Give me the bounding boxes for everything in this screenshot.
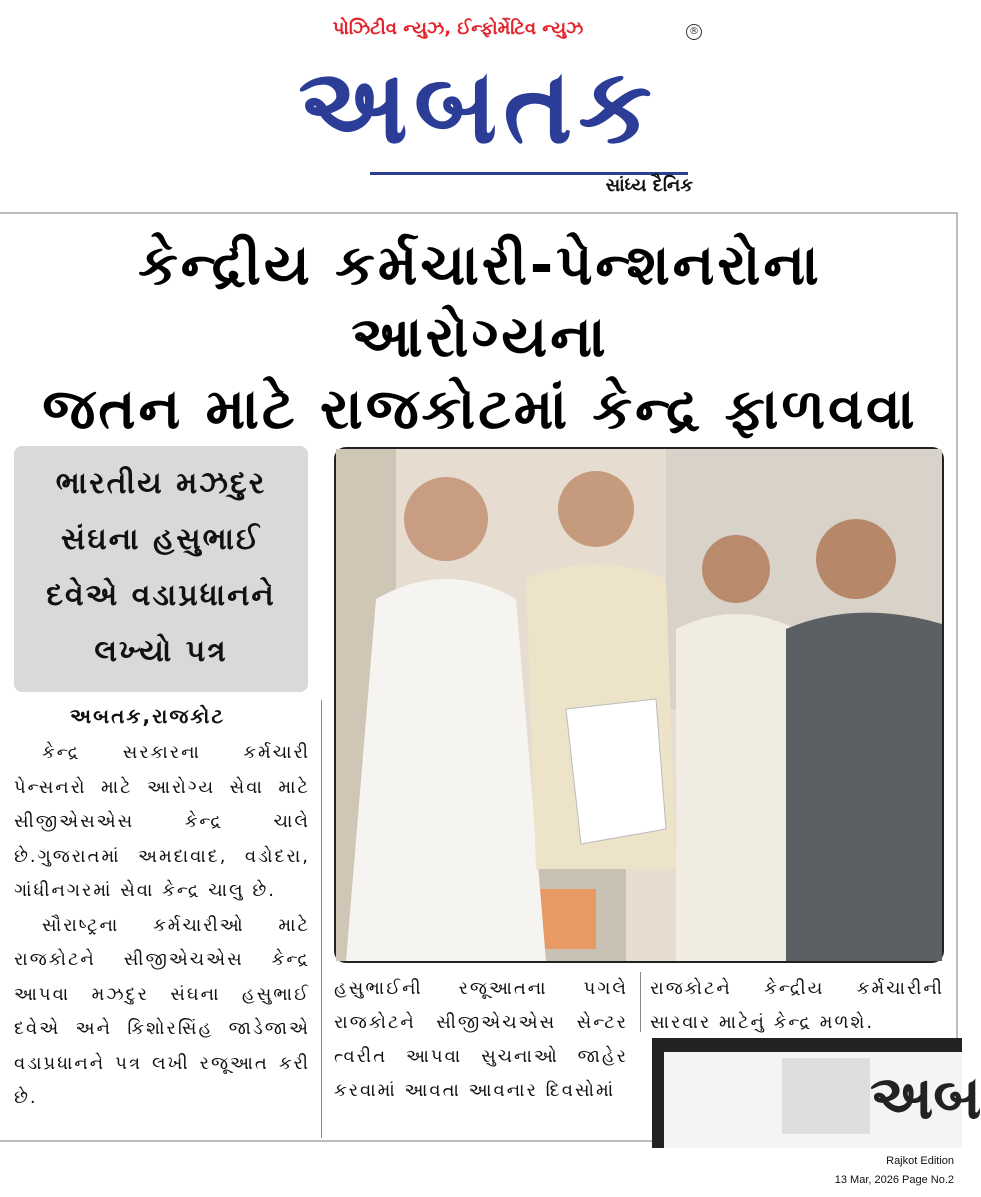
caption-divider xyxy=(640,972,641,1032)
mini-advert-logo: અબ xyxy=(870,1063,981,1133)
headline-line-1: કેન્દ્રીય કર્મચારી-પેન્શનરોના આરોગ્યના xyxy=(138,233,822,370)
mini-advert-image xyxy=(782,1058,870,1134)
edition-date-page: 13 Mar, 2026 Page No.2 xyxy=(834,1174,954,1186)
edition-name: Rajkot Edition xyxy=(886,1155,954,1167)
newspaper-logo: અબતક xyxy=(298,45,658,167)
body-paragraph-2: સૌરાષ્ટ્રના કર્મચારીઓ માટે રાજકોટને સીજીએચએસ કેન્દ્ર આપવા મઝદુર સંઘના હસુભાઈ દવેએ અને કિશોરસિંહ જાડેજાએ વડાપ્રધાનને પત્ર લખી રજૂઆત કરી છે. xyxy=(14,914,310,1108)
masthead xyxy=(0,0,962,212)
body-paragraph-1: કેન્દ્ર સરકારના કર્મચારી પેન્સનરો માટે આરોગ્ય સેવા માટે સીજીએસએસ કેન્દ્ર ચાલે છે.ગુજરાતમાં અમદાવાદ, વડોદરા, ગાંધીનગરમાં સેવા કેન્દ્ર ચાલુ છે. xyxy=(14,742,310,901)
photo-caption-col-2: રાજકોટને કેન્દ્રીય કર્મચારીની સારવાર માટેનું કેન્દ્ર મળશે. xyxy=(650,978,944,1033)
dateline: અબતક,રાજકોટ xyxy=(70,704,226,728)
subhead-line-3: દવેએ વડાપ્રધાનને xyxy=(46,578,276,613)
edition-info xyxy=(654,1152,954,1190)
subhead-line-2: સંઘના હસુભાઈ xyxy=(60,522,262,557)
subhead-line-4: લખ્યો પત્ર xyxy=(94,634,228,669)
subhead-line-1: ભારતીય મઝદુર xyxy=(55,466,267,501)
masthead-tagline: પોઝિટીવ ન્યુઝ, ઈન્ફોર્મેટિવ ન્યુઝ xyxy=(332,18,584,39)
subhead-box xyxy=(14,446,308,692)
news-photo-illustration xyxy=(336,449,942,961)
news-photo xyxy=(334,447,944,963)
headline-line-2: જતન માટે રાજકોટમાં કેન્દ્ર ફાળવવા xyxy=(42,377,918,442)
column-divider xyxy=(321,700,322,1138)
registered-mark: ® xyxy=(686,24,702,40)
masthead-subtitle: સાંધ્ય દૈનિક xyxy=(605,175,693,196)
article-body xyxy=(14,736,310,1116)
mini-advert xyxy=(652,1038,981,1148)
photo-caption-col-1: હસુભાઈની રજૂઆતના પગલે રાજકોટને સીજીએચએસ સેન્ટર ત્વરીત આપવા સુચનાઓ જાહેર કરવામાં આવતા આવનાર દિવસોમાં xyxy=(334,978,628,1101)
